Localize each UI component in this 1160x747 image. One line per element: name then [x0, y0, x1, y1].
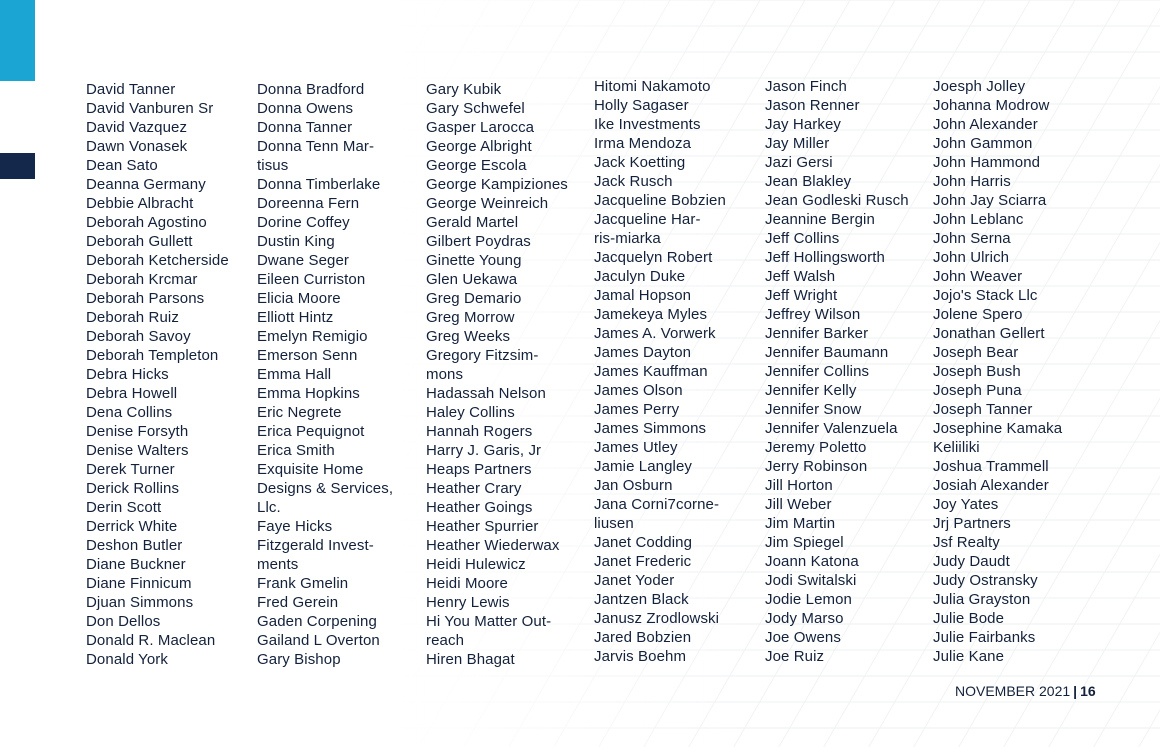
name-entry: Jolene Spero: [933, 306, 1023, 323]
name-entry: Dorine Coffey: [257, 214, 350, 231]
name-entry: Heather Goings: [426, 499, 533, 516]
name-entry: Deborah Krcmar: [86, 271, 198, 288]
name-entry: Joesph Jolley: [933, 78, 1026, 95]
name-entry: John Weaver: [933, 268, 1023, 285]
name-entry: Frank Gmelin: [257, 575, 349, 592]
name-entry: Jodi Switalski: [765, 572, 857, 589]
name-entry: Hiren Bhagat: [426, 651, 515, 668]
name-entry: James Olson: [594, 382, 683, 399]
name-entry: Gary Bishop: [257, 651, 341, 668]
name-entry: Deborah Agostino: [86, 214, 207, 231]
name-entry: Jaculyn Duke: [594, 268, 686, 285]
name-entry: George Weinreich: [426, 195, 549, 212]
name-entry: liusen: [594, 515, 634, 532]
name-entry: Jason Renner: [765, 97, 860, 114]
name-entry: Derek Turner: [86, 461, 175, 478]
name-entry: Jantzen Black: [594, 591, 689, 608]
name-entry: Jeannine Bergin: [765, 211, 875, 228]
name-entry: Dean Sato: [86, 157, 158, 174]
name-entry: ments: [257, 556, 299, 573]
name-entry: Don Dellos: [86, 613, 161, 630]
name-entry: Erica Pequignot: [257, 423, 365, 440]
name-entry: Joseph Tanner: [933, 401, 1033, 418]
name-entry: Jana Corni7corne-: [594, 496, 720, 513]
name-column-6: [933, 77, 1062, 666]
name-entry: Jamekeya Myles: [594, 306, 708, 323]
name-entry: Jody Marso: [765, 610, 844, 627]
footer-separator: |: [1073, 683, 1078, 699]
name-entry: Jeff Hollingsworth: [765, 249, 885, 266]
name-entry: Djuan Simmons: [86, 594, 194, 611]
name-entry: Greg Morrow: [426, 309, 515, 326]
name-entry: Llc.: [257, 499, 281, 516]
name-entry: David Vanburen Sr: [86, 100, 214, 117]
name-entry: Derick Rollins: [86, 480, 180, 497]
name-entry: Heather Crary: [426, 480, 522, 497]
name-entry: Greg Demario: [426, 290, 522, 307]
name-entry: Jennifer Snow: [765, 401, 862, 418]
name-entry: Emelyn Remigio: [257, 328, 368, 345]
name-entry: Janet Codding: [594, 534, 693, 551]
name-entry: Jeremy Poletto: [765, 439, 867, 456]
name-entry: Jeff Collins: [765, 230, 840, 247]
name-entry: Julie Fairbanks: [933, 629, 1036, 646]
name-entry: Emma Hopkins: [257, 385, 360, 402]
name-entry: George Escola: [426, 157, 527, 174]
name-column-1: [86, 80, 229, 669]
name-entry: Debra Howell: [86, 385, 178, 402]
name-entry: James A. Vorwerk: [594, 325, 716, 342]
name-entry: Jeff Walsh: [765, 268, 836, 285]
name-entry: Eileen Curriston: [257, 271, 366, 288]
name-entry: Jarvis Boehm: [594, 648, 687, 665]
name-entry: Jamal Hopson: [594, 287, 692, 304]
name-entry: Josephine Kamaka: [933, 420, 1063, 437]
name-entry: Judy Daudt: [933, 553, 1010, 570]
name-entry: reach: [426, 632, 465, 649]
name-entry: Janet Yoder: [594, 572, 675, 589]
name-column-3: [426, 80, 568, 669]
name-entry: Debra Hicks: [86, 366, 169, 383]
name-entry: Jim Martin: [765, 515, 836, 532]
page-number: 16: [1080, 683, 1096, 699]
name-entry: Joe Ruiz: [765, 648, 825, 665]
name-entry: Deborah Gullett: [86, 233, 193, 250]
name-entry: Jean Blakley: [765, 173, 852, 190]
name-entry: Jared Bobzien: [594, 629, 692, 646]
name-entry: John Leblanc: [933, 211, 1024, 228]
name-entry: David Vazquez: [86, 119, 188, 136]
name-entry: Josiah Alexander: [933, 477, 1049, 494]
name-entry: James Kauffman: [594, 363, 708, 380]
name-entry: Janet Frederic: [594, 553, 692, 570]
name-entry: Joy Yates: [933, 496, 999, 513]
name-entry: Dwane Seger: [257, 252, 349, 269]
name-entry: Denise Walters: [86, 442, 189, 459]
name-entry: Deborah Savoy: [86, 328, 191, 345]
name-entry: Jack Koetting: [594, 154, 686, 171]
name-entry: Heidi Moore: [426, 575, 508, 592]
name-entry: Donna Bradford: [257, 81, 365, 98]
name-entry: ris-miarka: [594, 230, 661, 247]
name-entry: Deborah Parsons: [86, 290, 205, 307]
name-entry: Gilbert Poydras: [426, 233, 531, 250]
name-entry: Jennifer Collins: [765, 363, 870, 380]
name-entry: Glen Uekawa: [426, 271, 518, 288]
name-entry: Doreenna Fern: [257, 195, 360, 212]
name-entry: Ike Investments: [594, 116, 701, 133]
name-entry: Joshua Trammell: [933, 458, 1049, 475]
name-entry: tisus: [257, 157, 289, 174]
name-entry: Emma Hall: [257, 366, 332, 383]
issue-date: NOVEMBER 2021: [955, 683, 1071, 699]
name-entry: Debbie Albracht: [86, 195, 194, 212]
name-entry: Designs & Services,: [257, 480, 394, 497]
name-entry: Jay Harkey: [765, 116, 842, 133]
name-entry: Joseph Bear: [933, 344, 1019, 361]
name-entry: John Alexander: [933, 116, 1038, 133]
name-entry: Jennifer Valenzuela: [765, 420, 898, 437]
name-entry: Jonathan Gellert: [933, 325, 1045, 342]
name-entry: Hi You Matter Out-: [426, 613, 552, 630]
name-entry: Jan Osburn: [594, 477, 673, 494]
name-entry: Gary Schwefel: [426, 100, 525, 117]
name-entry: John Ulrich: [933, 249, 1010, 266]
name-entry: Keliiliki: [933, 439, 980, 456]
name-entry: Gasper Larocca: [426, 119, 535, 136]
name-entry: Irma Mendoza: [594, 135, 692, 152]
name-entry: Donald York: [86, 651, 168, 668]
name-entry: John Serna: [933, 230, 1011, 247]
name-entry: Jamie Langley: [594, 458, 693, 475]
name-column-4: [594, 77, 726, 666]
name-entry: James Dayton: [594, 344, 692, 361]
name-entry: Heather Spurrier: [426, 518, 539, 535]
name-entry: Hadassah Nelson: [426, 385, 546, 402]
name-entry: Jim Spiegel: [765, 534, 844, 551]
name-entry: Elicia Moore: [257, 290, 341, 307]
name-entry: Hitomi Nakamoto: [594, 78, 711, 95]
name-entry: John Harris: [933, 173, 1011, 190]
name-entry: Jacqueline Bobzien: [594, 192, 726, 209]
name-entry: Heidi Hulewicz: [426, 556, 526, 573]
name-entry: Gregory Fitzsim-: [426, 347, 539, 364]
name-entry: Heather Wiederwax: [426, 537, 560, 554]
name-entry: Jodie Lemon: [765, 591, 852, 608]
name-entry: Jacqueline Har-: [594, 211, 701, 228]
name-entry: Deborah Ruiz: [86, 309, 179, 326]
name-entry: Julie Bode: [933, 610, 1005, 627]
name-entry: Faye Hicks: [257, 518, 333, 535]
name-entry: Jerry Robinson: [765, 458, 868, 475]
name-entry: Deborah Ketcherside: [86, 252, 229, 269]
name-entry: George Albright: [426, 138, 532, 155]
name-entry: James Utley: [594, 439, 678, 456]
name-entry: David Tanner: [86, 81, 176, 98]
name-entry: Jennifer Barker: [765, 325, 869, 342]
name-entry: Haley Collins: [426, 404, 515, 421]
name-entry: Fitzgerald Invest-: [257, 537, 374, 554]
name-entry: George Kampiziones: [426, 176, 568, 193]
name-entry: James Perry: [594, 401, 680, 418]
name-entry: Jack Rusch: [594, 173, 673, 190]
name-entry: Jennifer Baumann: [765, 344, 889, 361]
name-entry: Denise Forsyth: [86, 423, 189, 440]
name-entry: Jeffrey Wilson: [765, 306, 861, 323]
name-entry: Donna Tenn Mar-: [257, 138, 375, 155]
name-entry: Joann Katona: [765, 553, 859, 570]
name-entry: Joe Owens: [765, 629, 841, 646]
name-entry: Dena Collins: [86, 404, 173, 421]
name-entry: Eric Negrete: [257, 404, 342, 421]
name-entry: Hannah Rogers: [426, 423, 533, 440]
name-entry: Jacquelyn Robert: [594, 249, 713, 266]
name-entry: Erica Smith: [257, 442, 335, 459]
name-entry: Johanna Modrow: [933, 97, 1050, 114]
name-entry: Derin Scott: [86, 499, 162, 516]
name-entry: Julie Kane: [933, 648, 1005, 665]
name-entry: John Jay Sciarra: [933, 192, 1047, 209]
name-entry: Jazi Gersi: [765, 154, 833, 171]
name-entry: Joseph Bush: [933, 363, 1021, 380]
name-entry: Harry J. Garis, Jr: [426, 442, 542, 459]
name-entry: Heaps Partners: [426, 461, 532, 478]
name-entry: Gerald Martel: [426, 214, 519, 231]
name-entry: mons: [426, 366, 464, 383]
name-entry: Judy Ostransky: [933, 572, 1038, 589]
name-column-2: [257, 80, 393, 669]
name-entry: Julia Grayston: [933, 591, 1031, 608]
name-entry: Jay Miller: [765, 135, 830, 152]
name-entry: Derrick White: [86, 518, 178, 535]
name-entry: Elliott Hintz: [257, 309, 334, 326]
name-entry: Deanna Germany: [86, 176, 206, 193]
name-entry: Dustin King: [257, 233, 335, 250]
name-entry: Jill Weber: [765, 496, 832, 513]
name-entry: John Gammon: [933, 135, 1033, 152]
name-entry: Donald R. Maclean: [86, 632, 216, 649]
name-entry: Donna Timberlake: [257, 176, 381, 193]
name-entry: Emerson Senn: [257, 347, 358, 364]
name-entry: Jrj Partners: [933, 515, 1011, 532]
name-entry: Gailand L Overton: [257, 632, 380, 649]
name-entry: Holly Sagaser: [594, 97, 689, 114]
name-entry: Jean Godleski Rusch: [765, 192, 909, 209]
name-entry: Donna Owens: [257, 100, 354, 117]
page-footer: [955, 682, 1096, 700]
name-entry: Gaden Corpening: [257, 613, 377, 630]
name-entry: Jojo's Stack Llc: [933, 287, 1038, 304]
name-entry: John Hammond: [933, 154, 1041, 171]
name-entry: Fred Gerein: [257, 594, 339, 611]
name-entry: Henry Lewis: [426, 594, 510, 611]
name-entry: Donna Tanner: [257, 119, 353, 136]
name-entry: James Simmons: [594, 420, 707, 437]
name-entry: Diane Buckner: [86, 556, 186, 573]
name-entry: Exquisite Home: [257, 461, 364, 478]
name-entry: Jennifer Kelly: [765, 382, 857, 399]
name-entry: Ginette Young: [426, 252, 522, 269]
name-entry: Jsf Realty: [933, 534, 1000, 551]
name-column-5: [765, 77, 909, 666]
name-entry: Jeff Wright: [765, 287, 838, 304]
name-entry: Jill Horton: [765, 477, 833, 494]
name-entry: Gary Kubik: [426, 81, 502, 98]
accent-bar-middle: [0, 153, 35, 179]
name-entry: Jason Finch: [765, 78, 847, 95]
name-entry: Dawn Vonasek: [86, 138, 188, 155]
name-entry: Diane Finnicum: [86, 575, 192, 592]
name-entry: Greg Weeks: [426, 328, 511, 345]
name-entry: Janusz Zrodlowski: [594, 610, 720, 627]
name-entry: Joseph Puna: [933, 382, 1022, 399]
accent-bar-top: [0, 0, 35, 81]
name-entry: Deshon Butler: [86, 537, 183, 554]
name-entry: Deborah Templeton: [86, 347, 219, 364]
